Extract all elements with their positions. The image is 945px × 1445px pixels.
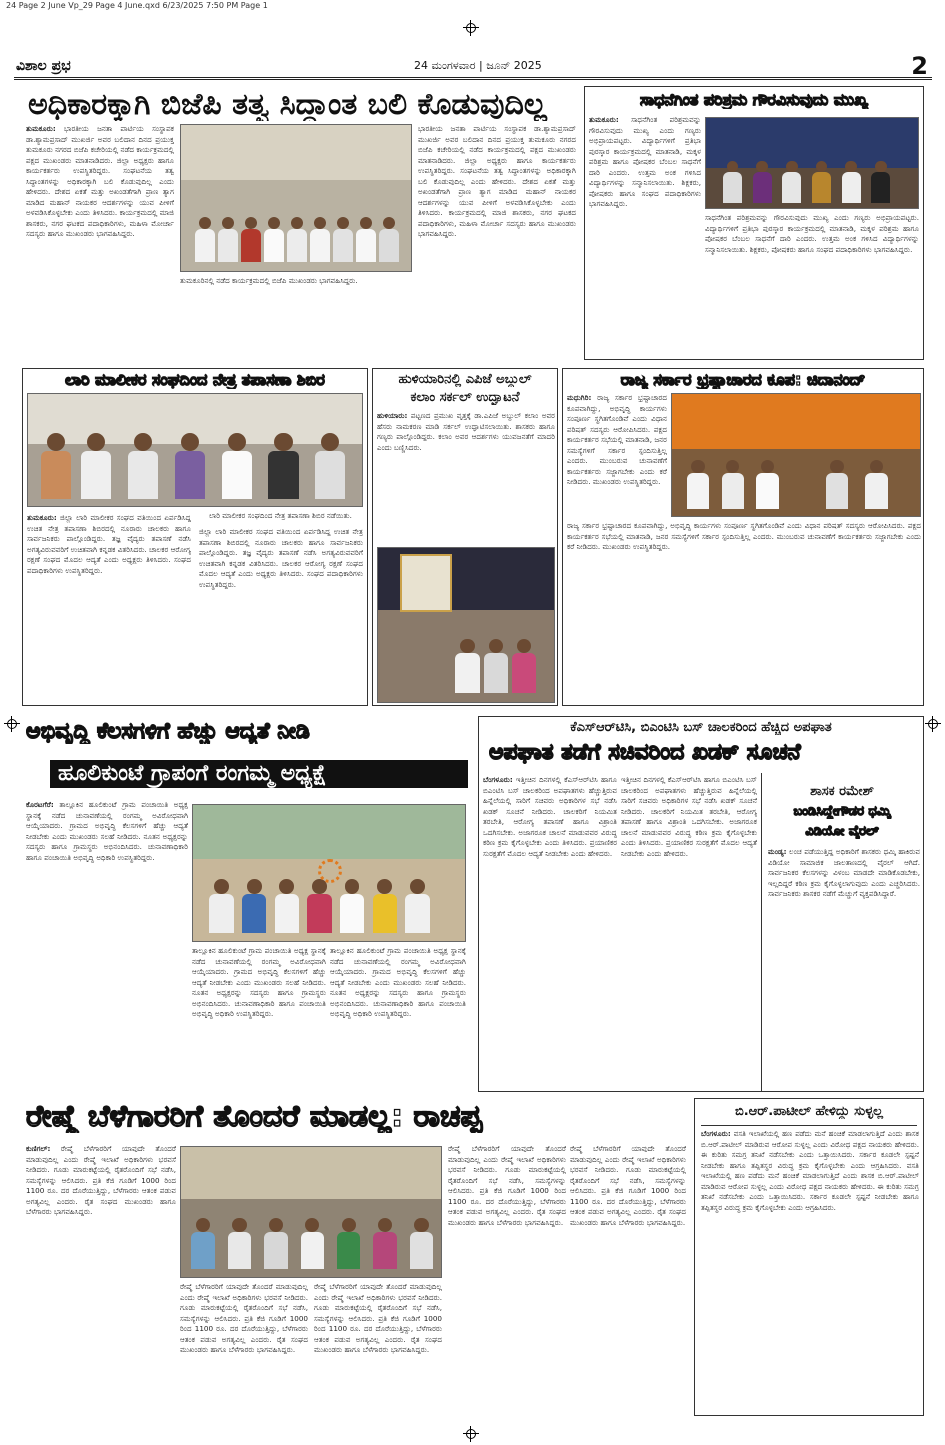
ksrtc-story — [478, 716, 924, 1092]
bjp-story — [22, 86, 579, 362]
silk-body-col4: ರೇಷ್ಮೆ ಬೆಳೆಗಾರರಿಗೆ ಯಾವುದೇ ತೊಂದರೆ ಮಾಡುವುದಿಲ್ಲ ಎಂದು ರೇಷ್ಮೆ ಇಲಾಖೆ ಅಧಿಕಾರಿಗಳು ಭರವಸೆ ನೀಡಿದರು. ಗೂಡು ಮಾರುಕಟ್ಟೆಯಲ್ಲಿ ರೈತರೊಂದಿಗೆ ಸಭೆ ನಡೆಸಿ, ಸಮಸ್ಯೆಗಳನ್ನು ಆಲಿಸಿದರು. ಪ್ರತಿ ಕೆಜಿ ಗೂಡಿಗೆ 1000 ರಿಂದ 1100 ರೂ. ದರ ದೊರೆಯುತ್ತಿದ್ದು, ಬೆಳೆಗಾರರು ಆತಂಕ ಪಡುವ ಅಗತ್ಯವಿಲ್ಲ ಎಂದರು. ರೈತ ಸಂಘದ ಮುಖಂಡರು ಹಾಗೂ ಬೆಳೆಗಾರರು ಭಾಗವಹಿಸಿದ್ದರು. — [448, 1144, 566, 1227]
bjp-photo — [180, 124, 412, 272]
mla-byline: ಮಂಡ್ಯ: — [768, 847, 787, 856]
ksrtc-body-col2: ಇತ್ತೀಚಿನ ದಿನಗಳಲ್ಲಿ ಕೆಎಸ್‌ಆರ್‌ಟಿಸಿ ಹಾಗೂ ಬಿಎಂಟಿಸಿ ಬಸ್ ಚಾಲಕರಿಂದ ಅಪಘಾತಗಳು ಹೆಚ್ಚುತ್ತಿರುವ ಹಿನ್ನೆಲೆಯಲ್ಲಿ ಸಾರಿಗೆ ಸಚಿವರು ಅಧಿಕಾರಿಗಳ ಸಭೆ ನಡೆಸಿ ಖಡಕ್ ಸೂಚನೆ ನೀಡಿದರು. ಚಾಲಕರಿಗೆ ನಿಯಮಿತ ತರಬೇತಿ, ಆರೋಗ್ಯ ತಪಾಸಣೆ ಹಾಗೂ ವಿಶ್ರಾಂತಿ ಒದಗಿಸಬೇಕು. ಅಜಾಗರೂಕ ಚಾಲನೆ ಮಾಡುವವರ ವಿರುದ್ಧ ಕಠಿಣ ಕ್ರಮ ಕೈಗೊಳ್ಳಬೇಕು ಎಂದು ತಿಳಿಸಿದರು. ಪ್ರಯಾಣಿಕರ ಸುರಕ್ಷತೆಗೆ ಮೊದಲ ಆದ್ಯತೆ ನೀಡಬೇಕು ಎಂದು ಹೇಳಿದರು. — [621, 775, 757, 858]
silk-byline: ಕುಣಿಗಲ್: — [26, 1144, 51, 1153]
corruption-photo — [671, 393, 921, 517]
apj-headline-line1: ಹುಳಿಯಾರಿನಲ್ಲಿ ಎಪಿಜೆ ಅಬ್ದುಲ್ — [398, 373, 532, 387]
apj-byline: ಹುಳಿಯಾರು: — [377, 411, 408, 420]
patil-rule — [701, 1125, 917, 1126]
apj-story — [372, 368, 558, 706]
hulikunte-headline-line2: ಹೂಲಿಕುಂಟೆ ಗ್ರಾಪಂಗೆ ರಂಗಮ್ಮ ಅಧ್ಯಕ್ಷೆ — [50, 760, 468, 788]
registration-mark — [463, 1426, 479, 1442]
registration-mark — [463, 20, 479, 36]
patil-story — [694, 1098, 924, 1416]
hulikunte-headline-line1: ಅಭಿವೃದ್ಧಿ ಕೆಲಸಗಳಿಗೆ ಹೆಚ್ಚು ಆದ್ಯತೆ ನೀಡಿ — [26, 720, 310, 744]
hulikunte-photo — [192, 804, 466, 942]
hulikunte-body-col2: ತಾಲ್ಲೂಕಿನ ಹೂಲಿಕುಂಟೆ ಗ್ರಾಮ ಪಂಚಾಯಿತಿ ಅಧ್ಯಕ್ಷ ಸ್ಥಾನಕ್ಕೆ ನಡೆದ ಚುನಾವಣೆಯಲ್ಲಿ ರಂಗಮ್ಮ ಅವಿರೋಧವಾಗಿ ಆಯ್ಕೆಯಾದರು. ಗ್ರಾಮದ ಅಭಿವೃದ್ಧಿ ಕೆಲಸಗಳಿಗೆ ಹೆಚ್ಚು ಆದ್ಯತೆ ನೀಡಬೇಕು ಎಂದು ಮುಖಂಡರು ಸಲಹೆ ನೀಡಿದರು. ನೂತನ ಅಧ್ಯಕ್ಷರನ್ನು ಸದಸ್ಯರು ಹಾಗೂ ಗ್ರಾಮಸ್ಥರು ಅಭಿನಂದಿಸಿದರು. ಚುನಾವಣಾಧಿಕಾರಿ ಹಾಗೂ ಪಂಚಾಯಿತಿ ಅಭಿವೃದ್ಧಿ ಅಧಿಕಾರಿ ಉಪಸ್ಥಿತರಿದ್ದರು. — [192, 946, 326, 1018]
silk-body-col2: ರೇಷ್ಮೆ ಬೆಳೆಗಾರರಿಗೆ ಯಾವುದೇ ತೊಂದರೆ ಮಾಡುವುದಿಲ್ಲ ಎಂದು ರೇಷ್ಮೆ ಇಲಾಖೆ ಅಧಿಕಾರಿಗಳು ಭರವಸೆ ನೀಡಿದರು. ಗೂಡು ಮಾರುಕಟ್ಟೆಯಲ್ಲಿ ರೈತರೊಂದಿಗೆ ಸಭೆ ನಡೆಸಿ, ಸಮಸ್ಯೆಗಳನ್ನು ಆಲಿಸಿದರು. ಪ್ರತಿ ಕೆಜಿ ಗೂಡಿಗೆ 1000 ರಿಂದ 1100 ರೂ. ದರ ದೊರೆಯುತ್ತಿದ್ದು, ಬೆಳೆಗಾರರು ಆತಂಕ ಪಡುವ ಅಗತ್ಯವಿಲ್ಲ ಎಂದರು. ರೈತ ಸಂಘದ ಮುಖಂಡರು ಹಾಗೂ ಬೆಳೆಗಾರರು ಭಾಗವಹಿಸಿದ್ದರು. — [180, 1282, 308, 1354]
apj-headline-line2: ಕಲಾಂ ಸರ್ಕಲ್ ಉದ್ಘಾಟನೆ — [410, 391, 520, 405]
patil-body: ಬೆಂಗಳೂರು: ವಸತಿ ಇಲಾಖೆಯಲ್ಲಿ ಹಣ ಪಡೆದು ಮನೆ ಹಂಚಿಕೆ ಮಾಡಲಾಗುತ್ತಿದೆ ಎಂದು ಶಾಸಕ ಬಿ.ಆರ್.ಪಾಟೀಲ್ ಮಾಡಿರುವ ಆರೋಪ ಸುಳ್ಳಲ್ಲ ಎಂದು ವಿರೋಧ ಪಕ್ಷದ ನಾಯಕರು ಹೇಳಿದರು. ಈ ಕುರಿತು ಸಮಗ್ರ ತನಿಖೆ ನಡೆಸಬೇಕು ಎಂದು ಒತ್ತಾಯಿಸಿದರು. ಸರ್ಕಾರ ಕೂಡಲೇ ಸ್ಪಷ್ಟನೆ ನೀಡಬೇಕು ಹಾಗೂ ತಪ್ಪಿತಸ್ಥರ ವಿರುದ್ಧ ಕ್ರಮ ಕೈಗೊಳ್ಳಬೇಕು ಎಂದು ಆಗ್ರಹಿಸಿದರು. ವಸತಿ ಇಲಾಖೆಯಲ್ಲಿ ಹಣ ಪಡೆದು ಮನೆ ಹಂಚಿಕೆ ಮಾಡಲಾಗುತ್ತಿದೆ ಎಂದು ಶಾಸಕ ಬಿ.ಆರ್.ಪಾಟೀಲ್ ಮಾಡಿರುವ ಆರೋಪ ಸುಳ್ಳಲ್ಲ ಎಂದು ವಿರೋಧ ಪಕ್ಷದ ನಾಯಕರು ಹೇಳಿದರು. ಈ ಕುರಿತು ಸಮಗ್ರ ತನಿಖೆ ನಡೆಸಬೇಕು ಎಂದು ಒತ್ತಾಯಿಸಿದರು. ಸರ್ಕಾರ ಕೂಡಲೇ ಸ್ಪಷ್ಟನೆ ನೀಡಬೇಕು ಹಾಗೂ ತಪ್ಪಿತಸ್ಥರ ವಿರುದ್ಧ ಕ್ರಮ ಕೈಗೊಳ್ಳಬೇಕು ಎಂದು ಆಗ್ರಹಿಸಿದರು. — [701, 1129, 919, 1212]
sadhane-photo — [705, 117, 919, 209]
lorry-story — [22, 368, 368, 706]
ksrtc-headline: ಅಪಘಾತ ತಡೆಗೆ ಸಚಿವರಿಂದ ಖಡಕ್ ಸೂಚನೆ — [489, 741, 801, 765]
bjp-body: ಭಾರತೀಯ ಜನತಾ ಪಾರ್ಟಿಯ ಸಂಸ್ಥಾಪಕ ಡಾ.ಶ್ಯಾಮಪ್ರಸಾದ್ ಮುಖರ್ಜಿ ಅವರ ಬಲಿದಾನ ದಿನದ ಪ್ರಯುಕ್ತ ತುಮಕೂರು ನಗರದ ಬಿಜೆಪಿ ಕಚೇರಿಯಲ್ಲಿ ನಡೆದ ಕಾರ್ಯಕ್ರಮದಲ್ಲಿ ಪಕ್ಷದ ಮುಖಂಡರು ಮಾತನಾಡಿದರು. ಜಿಲ್ಲಾ ಅಧ್ಯಕ್ಷರು ಹಾಗೂ ಕಾರ್ಯಕರ್ತರು ಉಪಸ್ಥಿತರಿದ್ದರು. ಸಂಘಟನೆಯ ತತ್ವ ಸಿದ್ಧಾಂತಗಳನ್ನು ಅಧಿಕಾರಕ್ಕಾಗಿ ಬಲಿ ಕೊಡುವುದಿಲ್ಲ ಎಂದು ಹೇಳಿದರು. ದೇಶದ ಏಕತೆ ಮತ್ತು ಅಖಂಡತೆಗಾಗಿ ಪ್ರಾಣ ತ್ಯಾಗ ಮಾಡಿದ ಮಹಾನ್ ನಾಯಕರ ಆದರ್ಶಗಳನ್ನು ಯುವ ಪೀಳಿಗೆ ಅಳವಡಿಸಿಕೊಳ್ಳಬೇಕು ಎಂದು ತಿಳಿಸಿದರು. ಕಾರ್ಯಕ್ರಮದಲ್ಲಿ ಮಾಜಿ ಶಾಸಕರು, ನಗರ ಘಟಕದ ಪದಾಧಿಕಾರಿಗಳು, ಮಹಿಳಾ ಮೋರ್ಚಾ ಸದಸ್ಯರು ಹಾಗೂ ಮುಖಂಡರು ಭಾಗವಹಿಸಿದ್ದರು. — [26, 124, 174, 238]
lorry-caption: ಲಾರಿ ಮಾಲೀಕರ ಸಂಘದಿಂದ ನೇತ್ರ ತಪಾಸಣಾ ಶಿಬಿರ ನಡೆಯಿತು. — [209, 511, 352, 520]
corruption-headline: ರಾಜ್ಯ ಸರ್ಕಾರ ಭ್ರಷ್ಟಾಚಾರದ ಕೂಪ: ಚಿದಾನಂದ್ — [620, 371, 866, 389]
hulikunte-story — [22, 716, 472, 1092]
ksrtc-body-col1: ಬೆಂಗಳೂರು: ಇತ್ತೀಚಿನ ದಿನಗಳಲ್ಲಿ ಕೆಎಸ್‌ಆರ್‌ಟಿಸಿ ಹಾಗೂ ಬಿಎಂಟಿಸಿ ಬಸ್ ಚಾಲಕರಿಂದ ಅಪಘಾತಗಳು ಹೆಚ್ಚುತ್ತಿರುವ ಹಿನ್ನೆಲೆಯಲ್ಲಿ ಸಾರಿಗೆ ಸಚಿವರು ಅಧಿಕಾರಿಗಳ ಸಭೆ ನಡೆಸಿ ಖಡಕ್ ಸೂಚನೆ ನೀಡಿದರು. ಚಾಲಕರಿಗೆ ನಿಯಮಿತ ತರಬೇತಿ, ಆರೋಗ್ಯ ತಪಾಸಣೆ ಹಾಗೂ ವಿಶ್ರಾಂತಿ ಒದಗಿಸಬೇಕು. ಅಜಾಗರೂಕ ಚಾಲನೆ ಮಾಡುವವರ ವಿರುದ್ಧ ಕಠಿಣ ಕ್ರಮ ಕೈಗೊಳ್ಳಬೇಕು ಎಂದು ತಿಳಿಸಿದರು. ಪ್ರಯಾಣಿಕರ ಸುರಕ್ಷತೆಗೆ ಮೊದಲ ಆದ್ಯತೆ ನೀಡಬೇಕು ಎಂದು ಹೇಳಿದರು. — [483, 775, 617, 858]
masthead — [14, 52, 932, 80]
bjp-byline: ತುಮಕೂರು: — [26, 124, 56, 133]
issue-date: 24 ಮಂಗಳವಾರ | ಜೂನ್ 2025 — [414, 59, 542, 72]
page-number: 2 — [911, 52, 928, 80]
silk-story — [22, 1098, 688, 1416]
bjp-body-col3: ಭಾರತೀಯ ಜನತಾ ಪಾರ್ಟಿಯ ಸಂಸ್ಥಾಪಕ ಡಾ.ಶ್ಯಾಮಪ್ರಸಾದ್ ಮುಖರ್ಜಿ ಅವರ ಬಲಿದಾನ ದಿನದ ಪ್ರಯುಕ್ತ ತುಮಕೂರು ನಗರದ ಬಿಜೆಪಿ ಕಚೇರಿಯಲ್ಲಿ ನಡೆದ ಕಾರ್ಯಕ್ರಮದಲ್ಲಿ ಪಕ್ಷದ ಮುಖಂಡರು ಮಾತನಾಡಿದರು. ಜಿಲ್ಲಾ ಅಧ್ಯಕ್ಷರು ಹಾಗೂ ಕಾರ್ಯಕರ್ತರು ಉಪಸ್ಥಿತರಿದ್ದರು. ಸಂಘಟನೆಯ ತತ್ವ ಸಿದ್ಧಾಂತಗಳನ್ನು ಅಧಿಕಾರಕ್ಕಾಗಿ ಬಲಿ ಕೊಡುವುದಿಲ್ಲ ಎಂದು ಹೇಳಿದರು. ದೇಶದ ಏಕತೆ ಮತ್ತು ಅಖಂಡತೆಗಾಗಿ ಪ್ರಾಣ ತ್ಯಾಗ ಮಾಡಿದ ಮಹಾನ್ ನಾಯಕರ ಆದರ್ಶಗಳನ್ನು ಯುವ ಪೀಳಿಗೆ ಅಳವಡಿಸಿಕೊಳ್ಳಬೇಕು ಎಂದು ತಿಳಿಸಿದರು. ಕಾರ್ಯಕ್ರಮದಲ್ಲಿ ಮಾಜಿ ಶಾಸಕರು, ನಗರ ಘಟಕದ ಪದಾಧಿಕಾರಿಗಳು, ಮಹಿಳಾ ಮೋರ್ಚಾ ಸದಸ್ಯರು ಹಾಗೂ ಮುಖಂಡರು ಭಾಗವಹಿಸಿದ್ದರು. — [418, 124, 576, 238]
kalam-portrait — [400, 554, 452, 612]
ksrtc-byline: ಬೆಂಗಳೂರು: — [483, 775, 513, 784]
apj-body: ಹುಳಿಯಾರು: ಪಟ್ಟಣದ ಪ್ರಮುಖ ವೃತ್ತಕ್ಕೆ ಡಾ.ಎಪಿಜೆ ಅಬ್ದುಲ್ ಕಲಾಂ ಅವರ ಹೆಸರು ನಾಮಕರಣ ಮಾಡಿ ಸರ್ಕಲ್ ಉದ್ಘಾಟಿಸಲಾಯಿತು. ಶಾಸಕರು ಹಾಗೂ ಗಣ್ಯರು ಪಾಲ್ಗೊಂಡಿದ್ದರು. ಕಲಾಂ ಅವರ ಆದರ್ಶಗಳು ಯುವಜನತೆಗೆ ಮಾದರಿ ಎಂದು ಬಣ್ಣಿಸಿದರು. — [377, 411, 555, 452]
patil-byline: ಬೆಂಗಳೂರು: — [701, 1129, 731, 1138]
registration-mark — [925, 716, 941, 732]
registration-mark — [4, 716, 20, 732]
lorry-body-col2: ಜಿಲ್ಲಾ ಲಾರಿ ಮಾಲೀಕರ ಸಂಘದ ವತಿಯಿಂದ ಏರ್ಪಡಿಸಿದ್ದ ಉಚಿತ ನೇತ್ರ ತಪಾಸಣಾ ಶಿಬಿರದಲ್ಲಿ ನೂರಾರು ಚಾಲಕರು ಹಾಗೂ ಸಾರ್ವಜನಿಕರು ಪಾಲ್ಗೊಂಡಿದ್ದರು. ತಜ್ಞ ವೈದ್ಯರು ತಪಾಸಣೆ ನಡೆಸಿ ಅಗತ್ಯವಿರುವವರಿಗೆ ಉಚಿತವಾಗಿ ಕನ್ನಡಕ ವಿತರಿಸಿದರು. ಚಾಲಕರ ಆರೋಗ್ಯ ರಕ್ಷಣೆ ಸಂಘದ ಮೊದಲ ಆದ್ಯತೆ ಎಂದು ಅಧ್ಯಕ್ಷರು ತಿಳಿಸಿದರು. ಸಂಘದ ಪದಾಧಿಕಾರಿಗಳು ಉಪಸ್ಥಿತರಿದ್ದರು. — [199, 527, 363, 589]
corruption-body-bottom: ರಾಜ್ಯ ಸರ್ಕಾರ ಭ್ರಷ್ಟಾಚಾರದ ಕೂಪವಾಗಿದ್ದು, ಅಭಿವೃದ್ಧಿ ಕಾರ್ಯಗಳು ಸಂಪೂರ್ಣ ಸ್ಥಗಿತಗೊಂಡಿವೆ ಎಂದು ವಿಧಾನ ಪರಿಷತ್ ಸದಸ್ಯರು ಆರೋಪಿಸಿದರು. ಪಕ್ಷದ ಕಾರ್ಯಕರ್ತರ ಸಭೆಯಲ್ಲಿ ಮಾತನಾಡಿ, ಜನರ ಸಮಸ್ಯೆಗಳಿಗೆ ಸರ್ಕಾರ ಸ್ಪಂದಿಸುತ್ತಿಲ್ಲ ಎಂದರು. ಮುಂಬರುವ ಚುನಾವಣೆಗೆ ಕಾರ್ಯಕರ್ತರು ಸಜ್ಜಾಗಬೇಕು ಎಂದು ಕರೆ ನೀಡಿದರು. ಮುಖಂಡರು ಉಪಸ್ಥಿತರಿದ್ದರು. — [567, 521, 921, 551]
patil-headline: ಬಿ.ಆರ್.ಪಾಟೀಲ್ ಹೇಳಿದ್ದು ಸುಳ್ಳಲ್ಲ — [734, 1105, 884, 1119]
silk-headline: ರೇಷ್ಮೆ ಬೆಳೆಗಾರರಿಗೆ ತೊಂದರೆ ಮಾಡಲ್ಲ: ರಾಚಪ್ಪ — [26, 1100, 483, 1133]
hulikunte-byline: ಕೊರಟಗೆರೆ: — [26, 800, 54, 809]
bjp-caption: ತುಮಕೂರಿನಲ್ಲಿ ನಡೆದ ಕಾರ್ಯಕ್ರಮದಲ್ಲಿ ಬಿಜೆಪಿ ಮುಖಂಡರು ಭಾಗವಹಿಸಿದ್ದರು. — [180, 276, 358, 285]
mla-headline-line2: ಬಂಡಿಸಿದ್ದೇಗೌಡರ ಧಮ್ಕಿ — [793, 805, 891, 819]
sadhane-body: ತುಮಕೂರು: ಸಾಧನೆಗಿಂತ ಪರಿಶ್ರಮವನ್ನು ಗೌರವಿಸುವುದು ಮುಖ್ಯ ಎಂದು ಗಣ್ಯರು ಅಭಿಪ್ರಾಯಪಟ್ಟರು. ವಿದ್ಯಾರ್ಥಿಗಳಿಗೆ ಪ್ರತಿಭಾ ಪುರಸ್ಕಾರ ಕಾರ್ಯಕ್ರಮದಲ್ಲಿ ಮಾತನಾಡಿ, ಮಕ್ಕಳ ಪರಿಶ್ರಮ ಹಾಗೂ ಪೋಷಕರ ಬೆಂಬಲ ಸಾಧನೆಗೆ ದಾರಿ ಎಂದರು. ಉತ್ತಮ ಅಂಕ ಗಳಿಸಿದ ವಿದ್ಯಾರ್ಥಿಗಳನ್ನು ಸನ್ಮಾನಿಸಲಾಯಿತು. ಶಿಕ್ಷಕರು, ಪೋಷಕರು ಹಾಗೂ ಸಂಘದ ಪದಾಧಿಕಾರಿಗಳು ಭಾಗವಹಿಸಿದ್ದರು. — [589, 115, 701, 208]
mla-body: ಮಂಡ್ಯ: ಲಂಚ ಪಡೆಯುತ್ತಿದ್ದ ಅಧಿಕಾರಿಗೆ ಶಾಸಕರು ಧಮ್ಕಿ ಹಾಕಿರುವ ವಿಡಿಯೋ ಸಾಮಾಜಿಕ ಜಾಲತಾಣದಲ್ಲಿ ವೈರಲ್ ಆಗಿದೆ. ಸಾರ್ವಜನಿಕರ ಕೆಲಸಗಳನ್ನು ವಿಳಂಬ ಮಾಡದೇ ಮಾಡಿಕೊಡಬೇಕು, ಇಲ್ಲದಿದ್ದರೆ ಕಠಿಣ ಕ್ರಮ ಕೈಗೊಳ್ಳಲಾಗುವುದು ಎಂದು ಎಚ್ಚರಿಸಿದರು. ಸಾರ್ವಜನಿಕರು ಶಾಸಕರ ನಡೆಗೆ ಮೆಚ್ಚುಗೆ ವ್ಯಕ್ತಪಡಿಸಿದ್ದಾರೆ. — [768, 847, 920, 898]
silk-body-col1: ಕುಣಿಗಲ್: ರೇಷ್ಮೆ ಬೆಳೆಗಾರರಿಗೆ ಯಾವುದೇ ತೊಂದರೆ ಮಾಡುವುದಿಲ್ಲ ಎಂದು ರೇಷ್ಮೆ ಇಲಾಖೆ ಅಧಿಕಾರಿಗಳು ಭರವಸೆ ನೀಡಿದರು. ಗೂಡು ಮಾರುಕಟ್ಟೆಯಲ್ಲಿ ರೈತರೊಂದಿಗೆ ಸಭೆ ನಡೆಸಿ, ಸಮಸ್ಯೆಗಳನ್ನು ಆಲಿಸಿದರು. ಪ್ರತಿ ಕೆಜಿ ಗೂಡಿಗೆ 1000 ರಿಂದ 1100 ರೂ. ದರ ದೊರೆಯುತ್ತಿದ್ದು, ಬೆಳೆಗಾರರು ಆತಂಕ ಪಡುವ ಅಗತ್ಯವಿಲ್ಲ ಎಂದರು. ರೈತ ಸಂಘದ ಮುಖಂಡರು ಹಾಗೂ ಬೆಳೆಗಾರರು ಭಾಗವಹಿಸಿದ್ದರು. — [26, 1144, 176, 1216]
sadhane-headline: ಸಾಧನೆಗಿಂತ ಪರಿಶ್ರಮ ಗೌರವಿಸುವುದು ಮುಖ್ಯ — [639, 91, 868, 109]
lorry-headline: ಲಾರಿ ಮಾಲೀಕರ ಸಂಘದಿಂದ ನೇತ್ರ ತಪಾಸಣಾ ಶಿಬಿರ — [65, 371, 325, 389]
sadhane-story — [584, 86, 924, 360]
lorry-photo — [27, 393, 363, 507]
bjp-body-col1 — [26, 124, 174, 360]
ksrtc-kicker: ಕೆಎಸ್‌ಆರ್‌ಟಿಸಿ, ಬಿಎಂಟಿಸಿ ಬಸ್ ಚಾಲಕರಿಂದ ಹೆಚ್ಚಿದ ಅಪಘಾತ — [570, 721, 832, 735]
bjp-headline: ಅಧಿಕಾರಕ್ಕಾಗಿ ಬಿಜೆಪಿ ತತ್ವ ಸಿದ್ಧಾಂತ ಬಲಿ ಕೊಡುವುದಿಲ್ಲ — [28, 88, 547, 121]
hulikunte-body-col3: ತಾಲ್ಲೂಕಿನ ಹೂಲಿಕುಂಟೆ ಗ್ರಾಮ ಪಂಚಾಯಿತಿ ಅಧ್ಯಕ್ಷ ಸ್ಥಾನಕ್ಕೆ ನಡೆದ ಚುನಾವಣೆಯಲ್ಲಿ ರಂಗಮ್ಮ ಅವಿರೋಧವಾಗಿ ಆಯ್ಕೆಯಾದರು. ಗ್ರಾಮದ ಅಭಿವೃದ್ಧಿ ಕೆಲಸಗಳಿಗೆ ಹೆಚ್ಚು ಆದ್ಯತೆ ನೀಡಬೇಕು ಎಂದು ಮುಖಂಡರು ಸಲಹೆ ನೀಡಿದರು. ನೂತನ ಅಧ್ಯಕ್ಷರನ್ನು ಸದಸ್ಯರು ಹಾಗೂ ಗ್ರಾಮಸ್ಥರು ಅಭಿನಂದಿಸಿದರು. ಚುನಾವಣಾಧಿಕಾರಿ ಹಾಗೂ ಪಂಚಾಯಿತಿ ಅಭಿವೃದ್ಧಿ ಅಧಿಕಾರಿ ಉಪಸ್ಥಿತರಿದ್ದರು. — [330, 946, 466, 1018]
lorry-body-col1: ತುಮಕೂರು: ಜಿಲ್ಲಾ ಲಾರಿ ಮಾಲೀಕರ ಸಂಘದ ವತಿಯಿಂದ ಏರ್ಪಡಿಸಿದ್ದ ಉಚಿತ ನೇತ್ರ ತಪಾಸಣಾ ಶಿಬಿರದಲ್ಲಿ ನೂರಾರು ಚಾಲಕರು ಹಾಗೂ ಸಾರ್ವಜನಿಕರು ಪಾಲ್ಗೊಂಡಿದ್ದರು. ತಜ್ಞ ವೈದ್ಯರು ತಪಾಸಣೆ ನಡೆಸಿ ಅಗತ್ಯವಿರುವವರಿಗೆ ಉಚಿತವಾಗಿ ಕನ್ನಡಕ ವಿತರಿಸಿದರು. ಚಾಲಕರ ಆರೋಗ್ಯ ರಕ್ಷಣೆ ಸಂಘದ ಮೊದಲ ಆದ್ಯತೆ ಎಂದು ಅಧ್ಯಕ್ಷರು ತಿಳಿಸಿದರು. ಸಂಘದ ಪದಾಧಿಕಾರಿಗಳು ಉಪಸ್ಥಿತರಿದ್ದರು. — [27, 513, 191, 575]
hulikunte-body-col1: ಕೊರಟಗೆರೆ: ತಾಲ್ಲೂಕಿನ ಹೂಲಿಕುಂಟೆ ಗ್ರಾಮ ಪಂಚಾಯಿತಿ ಅಧ್ಯಕ್ಷ ಸ್ಥಾನಕ್ಕೆ ನಡೆದ ಚುನಾವಣೆಯಲ್ಲಿ ರಂಗಮ್ಮ ಅವಿರೋಧವಾಗಿ ಆಯ್ಕೆಯಾದರು. ಗ್ರಾಮದ ಅಭಿವೃದ್ಧಿ ಕೆಲಸಗಳಿಗೆ ಹೆಚ್ಚು ಆದ್ಯತೆ ನೀಡಬೇಕು ಎಂದು ಮುಖಂಡರು ಸಲಹೆ ನೀಡಿದರು. ನೂತನ ಅಧ್ಯಕ್ಷರನ್ನು ಸದಸ್ಯರು ಹಾಗೂ ಗ್ರಾಮಸ್ಥರು ಅಭಿನಂದಿಸಿದರು. ಚುನಾವಣಾಧಿಕಾರಿ ಹಾಗೂ ಪಂಚಾಯಿತಿ ಅಭಿವೃದ್ಧಿ ಅಧಿಕಾರಿ ಉಪಸ್ಥಿತರಿದ್ದರು. — [26, 800, 188, 862]
newspaper-logo: ವಿಶಾಲ ಪ್ರಭ — [16, 58, 71, 74]
apj-photo — [377, 547, 555, 703]
slug-line: 24 Page 2 June Vp_29 Page 4 June.qxd 6/23/2025 7:50 PM Page 1 — [6, 1, 268, 10]
mla-video-story — [761, 773, 923, 1091]
silk-body-col5: ರೇಷ್ಮೆ ಬೆಳೆಗಾರರಿಗೆ ಯಾವುದೇ ತೊಂದರೆ ಮಾಡುವುದಿಲ್ಲ ಎಂದು ರೇಷ್ಮೆ ಇಲಾಖೆ ಅಧಿಕಾರಿಗಳು ಭರವಸೆ ನೀಡಿದರು. ಗೂಡು ಮಾರುಕಟ್ಟೆಯಲ್ಲಿ ರೈತರೊಂದಿಗೆ ಸಭೆ ನಡೆಸಿ, ಸಮಸ್ಯೆಗಳನ್ನು ಆಲಿಸಿದರು. ಪ್ರತಿ ಕೆಜಿ ಗೂಡಿಗೆ 1000 ರಿಂದ 1100 ರೂ. ದರ ದೊರೆಯುತ್ತಿದ್ದು, ಬೆಳೆಗಾರರು ಆತಂಕ ಪಡುವ ಅಗತ್ಯವಿಲ್ಲ ಎಂದರು. ರೈತ ಸಂಘದ ಮುಖಂಡರು ಹಾಗೂ ಬೆಳೆಗಾರರು ಭಾಗವಹಿಸಿದ್ದರು. — [570, 1144, 686, 1227]
sadhane-caption: ಸಾಧನೆಗಿಂತ ಪರಿಶ್ರಮವನ್ನು ಗೌರವಿಸುವುದು ಮುಖ್ಯ ಎಂದು ಗಣ್ಯರು ಅಭಿಪ್ರಾಯಪಟ್ಟರು. ವಿದ್ಯಾರ್ಥಿಗಳಿಗೆ ಪ್ರತಿಭಾ ಪುರಸ್ಕಾರ ಕಾರ್ಯಕ್ರಮದಲ್ಲಿ ಮಾತನಾಡಿ, ಮಕ್ಕಳ ಪರಿಶ್ರಮ ಹಾಗೂ ಪೋಷಕರ ಬೆಂಬಲ ಸಾಧನೆಗೆ ದಾರಿ ಎಂದರು. ಉತ್ತಮ ಅಂಕ ಗಳಿಸಿದ ವಿದ್ಯಾರ್ಥಿಗಳನ್ನು ಸನ್ಮಾನಿಸಲಾಯಿತು. ಶಿಕ್ಷಕರು, ಪೋಷಕರು ಹಾಗೂ ಸಂಘದ ಪದಾಧಿಕಾರಿಗಳು ಭಾಗವಹಿಸಿದ್ದರು. — [705, 213, 919, 254]
silk-body-col3: ರೇಷ್ಮೆ ಬೆಳೆಗಾರರಿಗೆ ಯಾವುದೇ ತೊಂದರೆ ಮಾಡುವುದಿಲ್ಲ ಎಂದು ರೇಷ್ಮೆ ಇಲಾಖೆ ಅಧಿಕಾರಿಗಳು ಭರವಸೆ ನೀಡಿದರು. ಗೂಡು ಮಾರುಕಟ್ಟೆಯಲ್ಲಿ ರೈತರೊಂದಿಗೆ ಸಭೆ ನಡೆಸಿ, ಸಮಸ್ಯೆಗಳನ್ನು ಆಲಿಸಿದರು. ಪ್ರತಿ ಕೆಜಿ ಗೂಡಿಗೆ 1000 ರಿಂದ 1100 ರೂ. ದರ ದೊರೆಯುತ್ತಿದ್ದು, ಬೆಳೆಗಾರರು ಆತಂಕ ಪಡುವ ಅಗತ್ಯವಿಲ್ಲ ಎಂದರು. ರೈತ ಸಂಘದ ಮುಖಂಡರು ಹಾಗೂ ಬೆಳೆಗಾರರು ಭಾಗವಹಿಸಿದ್ದರು. — [314, 1282, 442, 1354]
corruption-body-top: ಮಧುಗಿರಿ: ರಾಜ್ಯ ಸರ್ಕಾರ ಭ್ರಷ್ಟಾಚಾರದ ಕೂಪವಾಗಿದ್ದು, ಅಭಿವೃದ್ಧಿ ಕಾರ್ಯಗಳು ಸಂಪೂರ್ಣ ಸ್ಥಗಿತಗೊಂಡಿವೆ ಎಂದು ವಿಧಾನ ಪರಿಷತ್ ಸದಸ್ಯರು ಆರೋಪಿಸಿದರು. ಪಕ್ಷದ ಕಾರ್ಯಕರ್ತರ ಸಭೆಯಲ್ಲಿ ಮಾತನಾಡಿ, ಜನರ ಸಮಸ್ಯೆಗಳಿಗೆ ಸರ್ಕಾರ ಸ್ಪಂದಿಸುತ್ತಿಲ್ಲ ಎಂದರು. ಮುಂಬರುವ ಚುನಾವಣೆಗೆ ಕಾರ್ಯಕರ್ತರು ಸಜ್ಜಾಗಬೇಕು ಎಂದು ಕರೆ ನೀಡಿದರು. ಮುಖಂಡರು ಉಪಸ್ಥಿತರಿದ್ದರು. — [567, 393, 667, 486]
corruption-byline: ಮಧುಗಿರಿ: — [567, 393, 592, 402]
lorry-byline: ತುಮಕೂರು: — [27, 513, 57, 522]
corruption-story — [562, 368, 924, 706]
silk-photo — [180, 1146, 442, 1278]
mla-headline-line1: ಶಾಸಕ ರಮೇಶ್ — [810, 785, 874, 799]
mla-headline-line3: ವಿಡಿಯೋ ವೈರಲ್ — [805, 825, 879, 839]
sadhane-byline: ತುಮಕೂರು: — [589, 115, 619, 124]
